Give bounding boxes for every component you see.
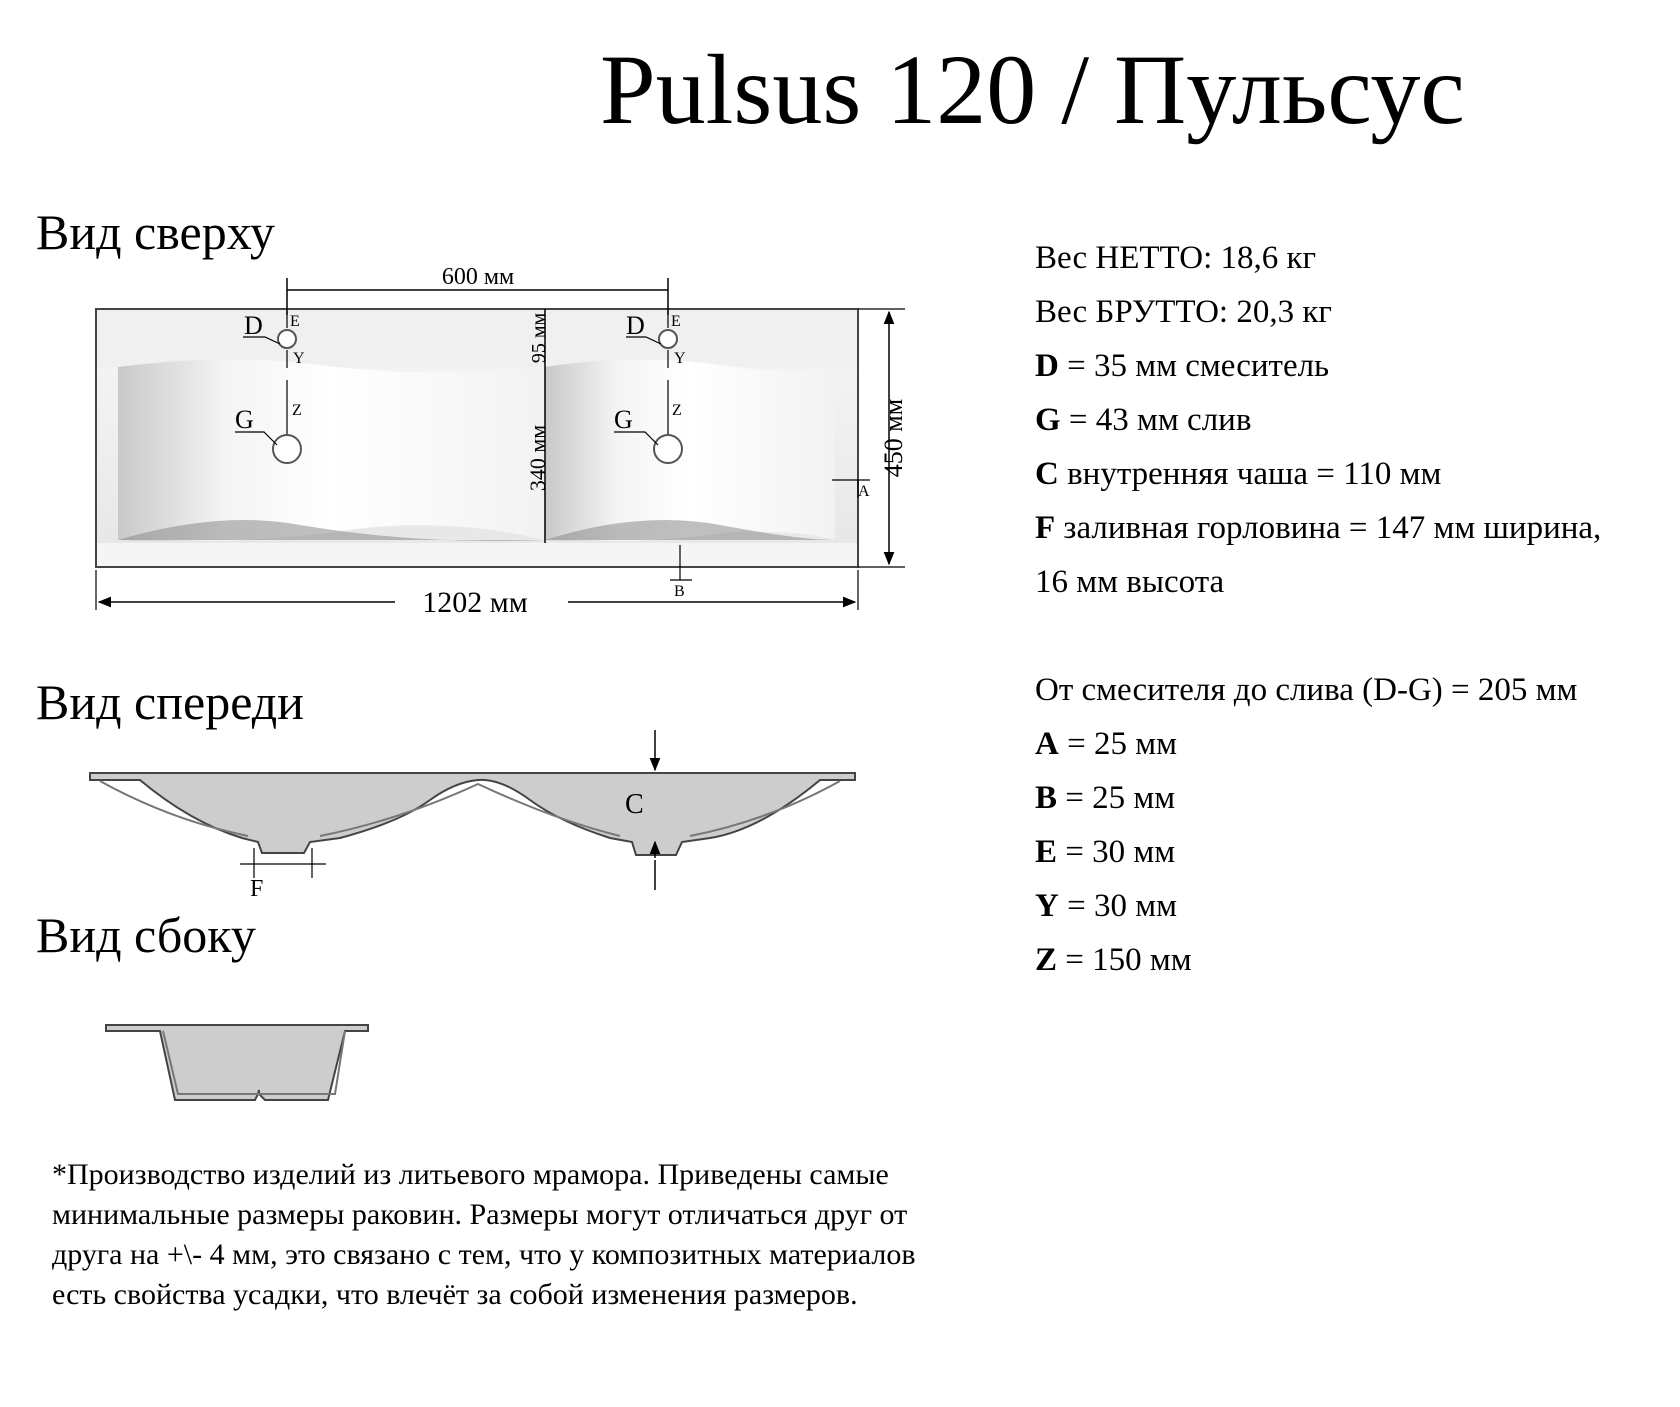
spec-gross-weight [1035,292,1332,332]
spec-net-label: Вес НЕТТО: [1035,240,1213,276]
spec-e-text: = 30 мм [1065,834,1176,870]
spec-y-text: = 30 мм [1067,888,1177,924]
spec-b-key: B [1035,780,1058,816]
dimension-width: 1202 мм [422,586,528,619]
spec-gross-label: Вес БРУТТО: [1035,294,1229,330]
label-g-right: G [614,405,633,434]
spec-f [1035,508,1601,548]
front-profile [90,773,855,855]
label-e-left: E [290,313,300,330]
spec-z-key: Z [1035,942,1058,978]
spec-dg: От смесителя до слива (D-G) = 205 мм [1035,672,1578,708]
label-b: B [674,583,685,600]
faucet-hole-right [659,330,677,348]
spec-d-text: = 35 мм смеситель [1067,348,1330,384]
front-view [90,730,855,902]
label-d-right: D [626,311,645,340]
spec-gross-value: 20,3 кг [1236,294,1332,330]
spec-d [1035,346,1329,386]
spec-net-weight [1035,238,1316,278]
label-y-right: Y [674,350,686,367]
spec-e [1035,832,1175,872]
spec-d-key: D [1035,348,1059,384]
side-profile [106,1025,368,1100]
dimension-depth: 450 мм [879,398,908,478]
label-e-right: E [671,313,681,330]
sink-deck [97,310,857,367]
section-title-front-view: Вид спереди [36,674,304,730]
spec-f-text: заливная горловина = 147 мм ширина, [1063,510,1602,546]
spec-c-key: C [1035,456,1059,492]
spec-b-text: = 25 мм [1065,780,1176,816]
side-view [106,1025,368,1100]
spec-b [1035,778,1175,818]
dimension-bowl: 340 мм [525,424,550,492]
spec-y [1035,886,1177,926]
label-z-right: Z [672,402,682,419]
section-title-top-view: Вид сверху [36,204,275,260]
spec-a [1035,724,1177,764]
spec-z [1035,940,1192,980]
spec-f-height: 16 мм высота [1035,564,1225,600]
spec-g [1035,400,1251,440]
dimension-deck: 95 мм [528,312,550,364]
label-z-left: Z [292,402,302,419]
spec-e-key: E [1035,834,1058,870]
label-c: C [625,789,644,820]
faucet-hole-left [278,330,296,348]
spec-y-key: Y [1035,888,1059,924]
drain-hole-right [654,435,682,463]
spec-c [1035,454,1441,494]
spec-g-key: G [1035,402,1061,438]
spec-f-key: F [1035,510,1056,546]
footnote: *Производство изделий из литьевого мрамора. Приведены самые минимальные размеры раковин. Размеры могут отличаться друг от друга на +\- 4 мм, это связано с тем, что у композитных материалов есть свойства усадки, что влечёт за собой изменения размеров. [52,1158,916,1311]
spec-z-text: = 150 мм [1065,942,1192,978]
label-a: A [858,483,870,500]
page-title: Pulsus 120 / Пульсус [600,34,1465,145]
section-title-side-view: Вид сбоку [36,907,256,963]
spec-c-text: внутренняя чаша = 110 мм [1067,456,1442,492]
spec-a-key: A [1035,726,1059,762]
spec-net-value: 18,6 кг [1220,240,1317,276]
label-g-left: G [235,405,254,434]
left-bowl [118,360,545,542]
label-f: F [250,876,264,902]
label-d-left: D [244,311,263,340]
top-view [96,264,908,619]
dimension-spacing: 600 мм [441,264,515,290]
front-lip [97,543,857,566]
spec-g-text: = 43 мм слив [1068,402,1252,438]
spec-a-text: = 25 мм [1067,726,1177,762]
right-bowl [545,360,835,542]
label-y-left: Y [293,350,305,367]
drain-hole-left [273,435,301,463]
